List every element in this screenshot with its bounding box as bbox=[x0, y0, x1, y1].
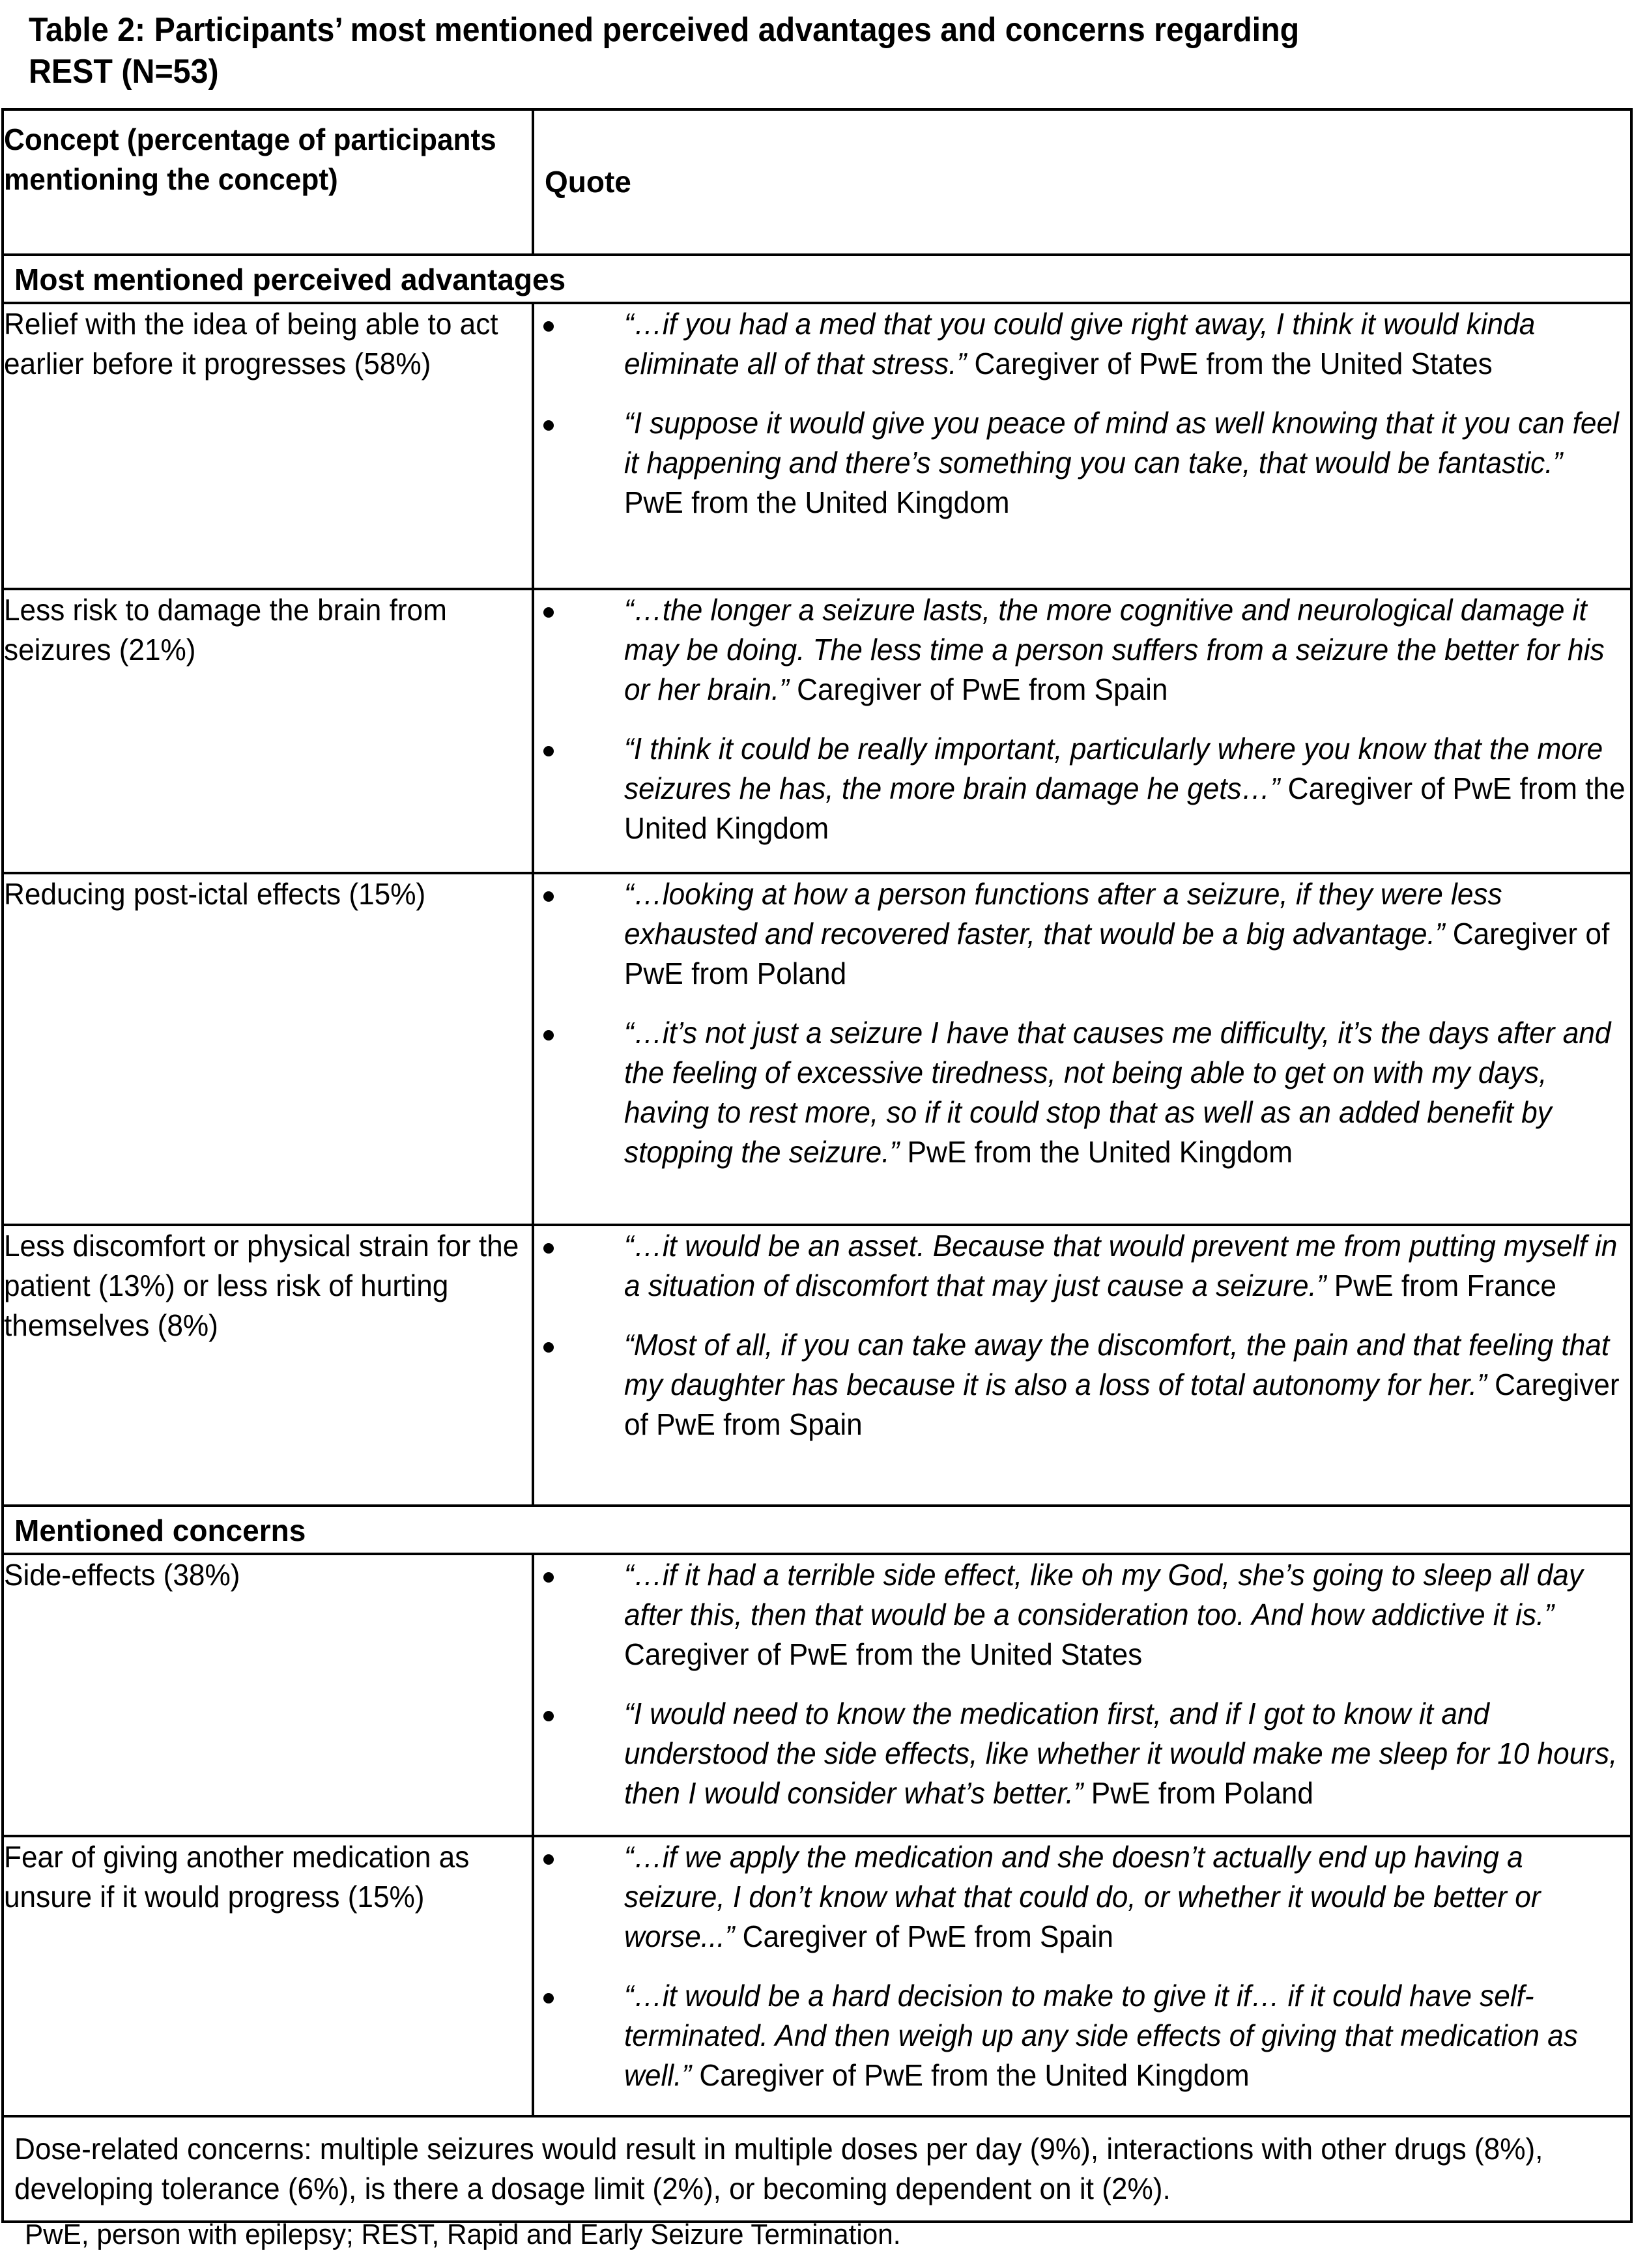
concepts-table bbox=[1, 108, 1633, 2223]
quote-cell bbox=[533, 1225, 1631, 1506]
quote-body bbox=[624, 403, 1629, 523]
table-row bbox=[3, 589, 1631, 873]
bullet-dot-icon bbox=[543, 1243, 554, 1254]
section-header-row bbox=[3, 255, 1631, 303]
quote-text: “…the longer a seizure lasts, the more cognitive and neurological damage it may be doing. The less time a person suffers from a seizure the better for his or her brain.” bbox=[624, 593, 1605, 706]
quote-body bbox=[624, 304, 1629, 384]
quote-body bbox=[624, 1226, 1629, 1306]
quote-text: “I suppose it would give you peace of mind as well knowing that it you can feel it happening and there’s something you can take, that would be fantastic.” bbox=[624, 406, 1619, 480]
quote-body bbox=[624, 1837, 1629, 1957]
table-row bbox=[3, 1554, 1631, 1836]
quote-source: Caregiver of PwE from the United States bbox=[624, 1637, 1143, 1671]
quote-item bbox=[534, 1325, 1630, 1444]
bullet-dot-icon bbox=[543, 1030, 554, 1041]
quote-source: PwE from the United Kingdom bbox=[624, 485, 1010, 519]
quote-text: “…it would be a hard decision to make to give it if… if it could have self-terminated. And then weigh up any side effects of giving that medication as well.” bbox=[624, 1979, 1578, 2092]
bullet-dot-icon bbox=[543, 321, 554, 332]
concept-text: Side-effects (38%) bbox=[4, 1558, 240, 1592]
quote-body bbox=[624, 590, 1629, 710]
quote-source: Caregiver of PwE from Spain bbox=[788, 672, 1168, 706]
quote-body bbox=[624, 874, 1629, 994]
quote-item bbox=[534, 1013, 1630, 1172]
header-quote: Quote bbox=[533, 109, 1631, 255]
concept-cell bbox=[3, 1225, 533, 1506]
quote-text: “I would need to know the medication first, and if I got to know it and understood the side effects, like whether it would make me sleep for 10 hours, then I would consider what’s better.” bbox=[624, 1697, 1618, 1810]
table-footnote: PwE, person with epilepsy; REST, Rapid and Early Seizure Termination. bbox=[25, 2218, 901, 2250]
table-row bbox=[3, 303, 1631, 589]
quote-source: Caregiver of PwE from Poland bbox=[624, 917, 1610, 990]
concept-cell bbox=[3, 303, 533, 589]
quote-body bbox=[624, 1013, 1629, 1172]
quote-item bbox=[534, 1226, 1630, 1306]
quote-item bbox=[534, 1555, 1630, 1674]
dose-concerns-text: Dose-related concerns: multiple seizures would result in multiple doses per day (9%), interactions with other drugs (8%), developing tolerance (6%), is there a dosage limit (2%), or becoming dependent on it (2%). bbox=[14, 2132, 1543, 2205]
bullet-dot-icon bbox=[543, 746, 554, 756]
quote-item bbox=[534, 729, 1630, 848]
quote-body bbox=[624, 1694, 1629, 1813]
dose-concerns-cell bbox=[3, 2116, 1631, 2222]
quote-item bbox=[534, 1976, 1630, 2095]
quote-source: Caregiver of PwE from Spain bbox=[624, 1368, 1620, 1441]
quote-source: PwE from France bbox=[1326, 1269, 1556, 1302]
quote-item bbox=[534, 1837, 1630, 1957]
quote-source: PwE from Poland bbox=[1083, 1776, 1313, 1810]
quote-cell bbox=[533, 1836, 1631, 2116]
concept-text: Less risk to damage the brain from seizures (21%) bbox=[4, 593, 447, 667]
quote-cell bbox=[533, 589, 1631, 873]
quote-body bbox=[624, 1325, 1629, 1444]
quote-text: “Most of all, if you can take away the discomfort, the pain and that feeling that my daughter has because it is also a loss of total autonomy for her.” bbox=[624, 1328, 1610, 1401]
quote-body bbox=[624, 729, 1629, 848]
concept-cell bbox=[3, 873, 533, 1225]
bullet-dot-icon bbox=[543, 891, 554, 902]
concept-cell bbox=[3, 589, 533, 873]
quote-source: Caregiver of PwE from the United States bbox=[966, 347, 1493, 380]
quote-source: Caregiver of PwE from the United Kingdom bbox=[691, 2058, 1250, 2092]
concept-text: Less discomfort or physical strain for the patient (13%) or less risk of hurting themselves (8%) bbox=[4, 1229, 519, 1342]
concept-cell bbox=[3, 1554, 533, 1836]
bullet-dot-icon bbox=[543, 420, 554, 431]
quote-item bbox=[534, 874, 1630, 994]
table-row bbox=[3, 1225, 1631, 1506]
concept-text: Reducing post-ictal effects (15%) bbox=[4, 877, 426, 911]
section-label: Most mentioned perceived advantages bbox=[3, 255, 1631, 303]
quote-body bbox=[624, 1976, 1629, 2095]
quote-text: “…looking at how a person functions after a seizure, if they were less exhausted and recovered faster, that would be a big advantage.” bbox=[624, 877, 1502, 951]
quote-item bbox=[534, 403, 1630, 523]
quote-cell bbox=[533, 303, 1631, 589]
quote-text: “…if we apply the medication and she doesn’t actually end up having a seizure, I don’t know what that could do, or whether it would be better or worse...” bbox=[624, 1840, 1541, 1953]
quote-text: “…if you had a med that you could give right away, I think it would kinda eliminate all of that stress.” bbox=[624, 307, 1536, 380]
quote-item bbox=[534, 590, 1630, 710]
quote-source: Caregiver of PwE from the United Kingdom bbox=[624, 771, 1626, 845]
concept-text: Fear of giving another medication as unsure if it would progress (15%) bbox=[4, 1840, 470, 1914]
quote-body bbox=[624, 1555, 1629, 1674]
section-label: Mentioned concerns bbox=[3, 1506, 1631, 1554]
quote-source: Caregiver of PwE from Spain bbox=[734, 1919, 1113, 1953]
concept-cell bbox=[3, 1836, 533, 2116]
table-title bbox=[29, 9, 1483, 93]
bullet-dot-icon bbox=[543, 1711, 554, 1721]
quote-item bbox=[534, 304, 1630, 384]
table-title-line-1: Table 2: Participants’ most mentioned perceived advantages and concerns regarding bbox=[29, 11, 1300, 49]
bullet-dot-icon bbox=[543, 607, 554, 618]
quote-cell bbox=[533, 1554, 1631, 1836]
quote-cell bbox=[533, 873, 1631, 1225]
section-header-row bbox=[3, 1506, 1631, 1554]
concept-text: Relief with the idea of being able to act earlier before it progresses (58%) bbox=[4, 307, 498, 380]
bullet-dot-icon bbox=[543, 1993, 554, 2003]
bullet-dot-icon bbox=[543, 1572, 554, 1583]
table-row bbox=[3, 873, 1631, 1225]
quote-text: “…it’s not just a seizure I have that causes me difficulty, it’s the days after and the feeling of excessive tiredness, not being able to get on with my days, having to rest more, so if it could stop that as well as an added benefit by stopping the seizure.” bbox=[624, 1016, 1611, 1169]
quote-text: “…it would be an asset. Because that would prevent me from putting myself in a situation of discomfort that may just cause a seizure.” bbox=[624, 1229, 1618, 1302]
table-header-row bbox=[3, 109, 1631, 255]
quote-item bbox=[534, 1694, 1630, 1813]
table-row bbox=[3, 1836, 1631, 2116]
quote-text: “I think it could be really important, particularly where you know that the more seizures he has, the more brain damage he gets…” bbox=[624, 732, 1603, 805]
table-title-line-2: REST (N=53) bbox=[29, 53, 219, 91]
dose-concerns-row bbox=[3, 2116, 1631, 2222]
quote-source: PwE from the United Kingdom bbox=[899, 1135, 1293, 1169]
header-concept: Concept (percentage of participants mentioning the concept) bbox=[3, 109, 533, 255]
quote-text: “…if it had a terrible side effect, like oh my God, she’s going to sleep all day after this, then that would be a consideration too. And how addictive it is.” bbox=[624, 1558, 1583, 1631]
bullet-dot-icon bbox=[543, 1854, 554, 1865]
bullet-dot-icon bbox=[543, 1342, 554, 1353]
